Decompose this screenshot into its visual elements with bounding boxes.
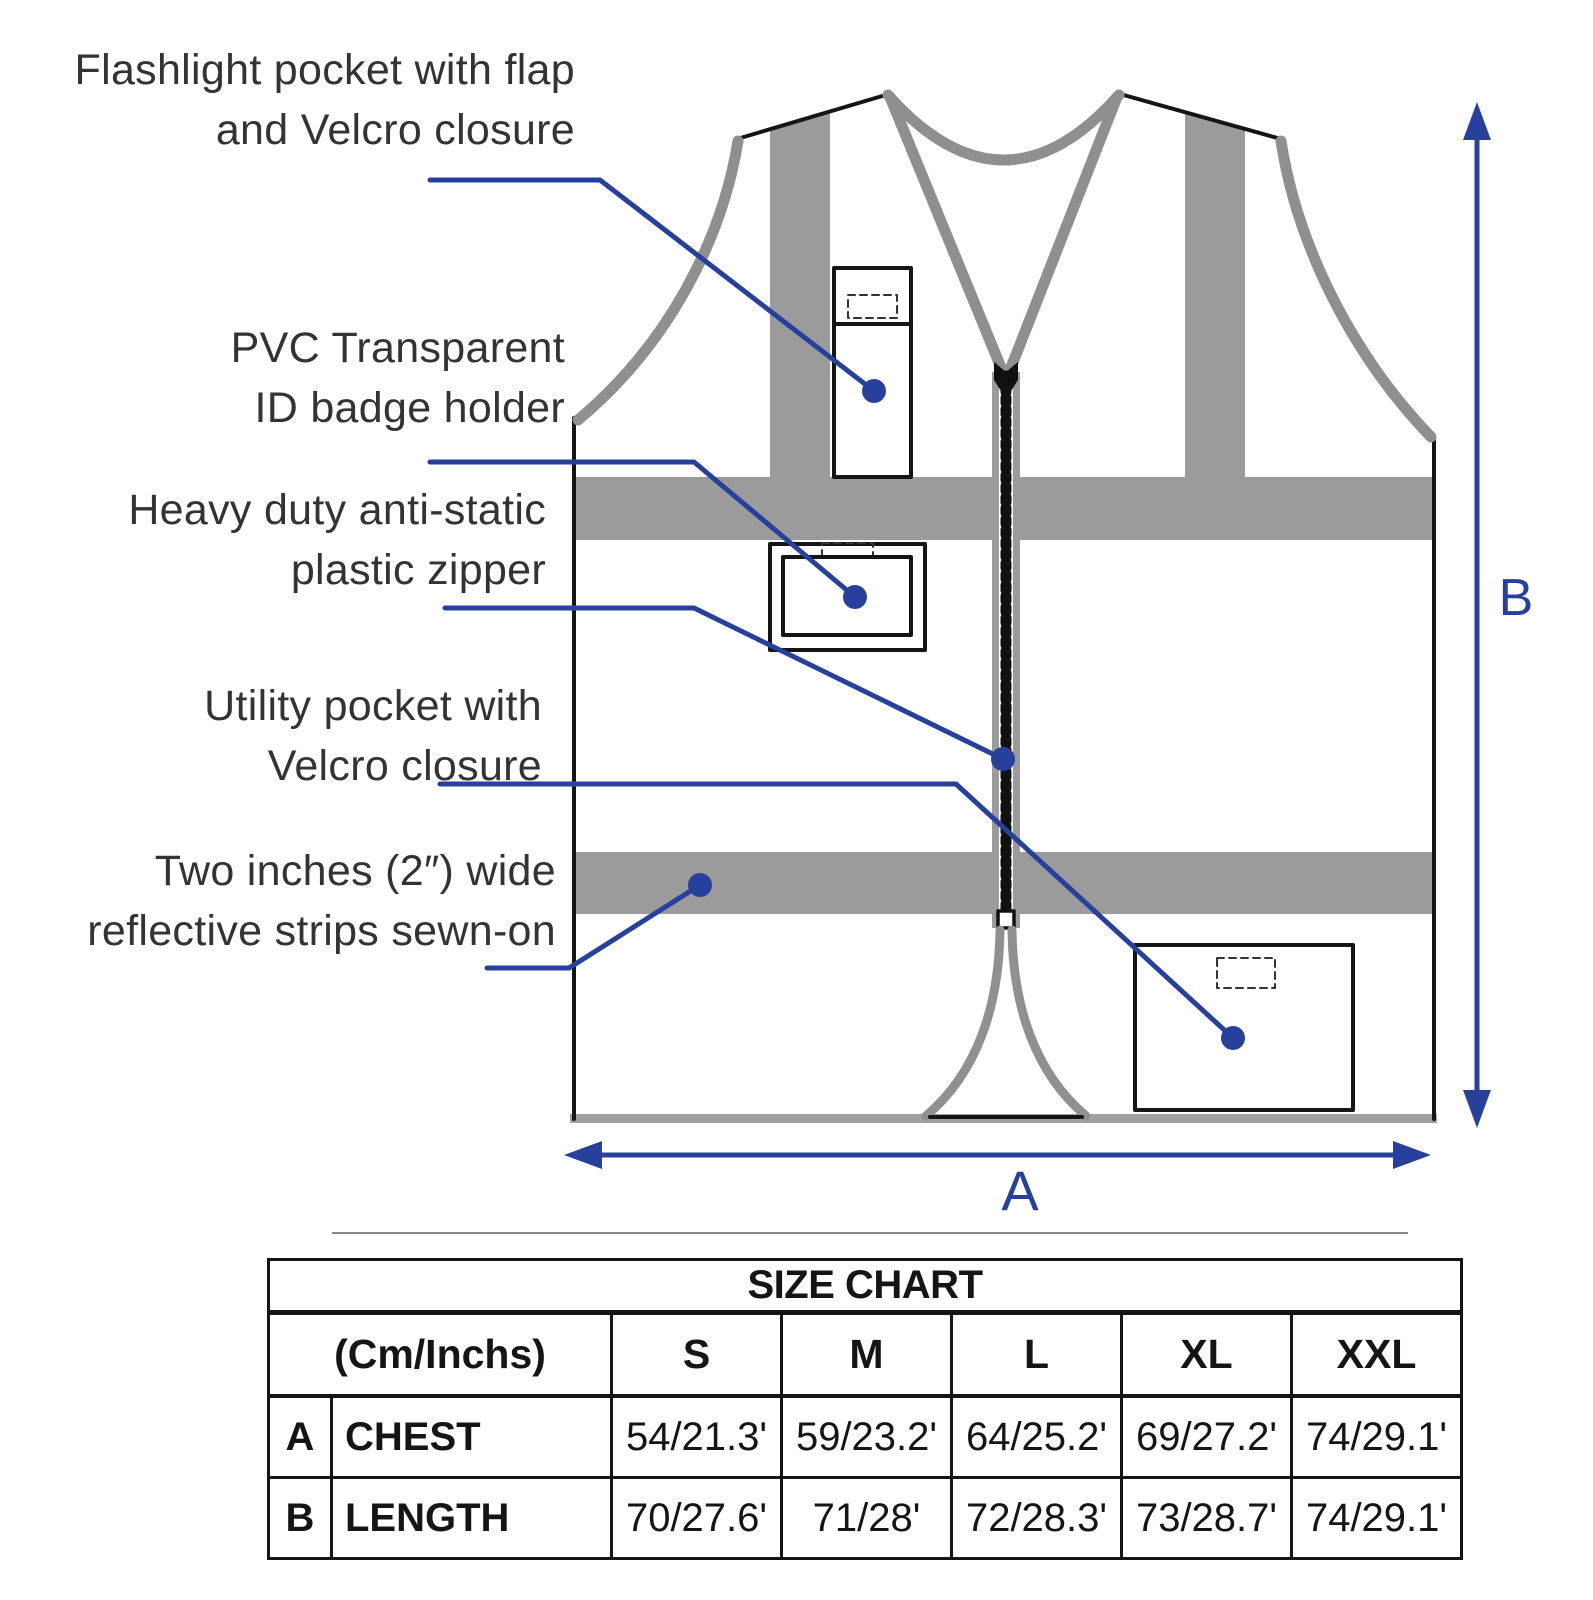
callout-line: Two inches (2″) wide [154,847,556,895]
size-chart-table [267,1258,1463,1560]
leader-dot-id-badge [843,585,867,609]
utility-pocket-icon [1135,945,1353,1110]
row-key: B [269,1478,332,1559]
size-header-s: S [612,1313,782,1397]
arrowhead-b-bottom-icon [1463,1090,1491,1128]
reflective-strip-shoulder-left-icon [770,110,830,505]
armhole-right-icon [1281,141,1431,437]
callout-flashlight-pocket [75,40,575,160]
flashlight-pocket-icon [834,268,911,477]
table-row [269,1478,1462,1559]
callout-line: Utility pocket with [204,682,542,730]
chest-value-xl: 69/27.2' [1122,1396,1292,1478]
row-key: A [269,1396,332,1478]
chest-value-s: 54/21.3' [612,1396,782,1478]
table-top-rule [332,1232,1408,1234]
leader-dot-utility-pocket [1221,1026,1245,1050]
callout-utility-pocket [204,676,542,796]
callout-line: ID badge holder [254,384,565,432]
zipper-slider-icon [998,911,1014,928]
reflective-strip-shoulder-right-icon [1185,111,1245,505]
size-header-xl: XL [1122,1313,1292,1397]
leader-dot-flashlight-pocket [862,379,886,403]
callout-id-badge [231,318,565,438]
row-label-length: LENGTH [332,1478,612,1559]
length-value-xxl: 74/29.1' [1292,1478,1462,1559]
table-row [269,1313,1462,1397]
dimension-label-a: A [1001,1159,1039,1222]
arrowhead-a-right-icon [1393,1141,1431,1169]
callout-line: reflective strips sewn-on [87,907,556,955]
callout-line: PVC Transparent [230,324,565,372]
dimension-label-b: B [1498,569,1534,627]
vest-front-split-left-icon [926,930,1000,1116]
callout-line: Heavy duty anti-static [128,486,546,534]
callout-line: plastic zipper [290,546,546,594]
length-value-l: 72/28.3' [952,1478,1122,1559]
row-label-chest: CHEST [332,1396,612,1478]
size-chart-title: SIZE CHART [269,1260,1462,1313]
callout-line: Velcro closure [267,742,542,790]
size-header-m: M [782,1313,952,1397]
callout-line: Flashlight pocket with flap [74,46,575,94]
table-row [269,1396,1462,1478]
leader-dot-reflective-strip [688,873,712,897]
callout-reflective-strips [87,841,556,961]
table-row [269,1260,1462,1313]
size-header-l: L [952,1313,1122,1397]
unit-header-cell: (Cm/Inchs) [269,1313,612,1397]
length-value-s: 70/27.6' [612,1478,782,1559]
leader-dot-zipper [991,747,1015,771]
arrowhead-a-left-icon [564,1141,602,1169]
callout-line: and Velcro closure [215,106,575,154]
callout-zipper [128,480,546,600]
length-value-m: 71/28' [782,1478,952,1559]
chest-value-l: 64/25.2' [952,1396,1122,1478]
collar-icon [888,95,1119,160]
size-header-xxl: XXL [1292,1313,1462,1397]
chest-value-xxl: 74/29.1' [1292,1396,1462,1478]
chest-value-m: 59/23.2' [782,1396,952,1478]
vest-front-split-right-icon [1012,930,1086,1116]
length-value-xl: 73/28.7' [1122,1478,1292,1559]
arrowhead-b-top-icon [1463,102,1491,140]
